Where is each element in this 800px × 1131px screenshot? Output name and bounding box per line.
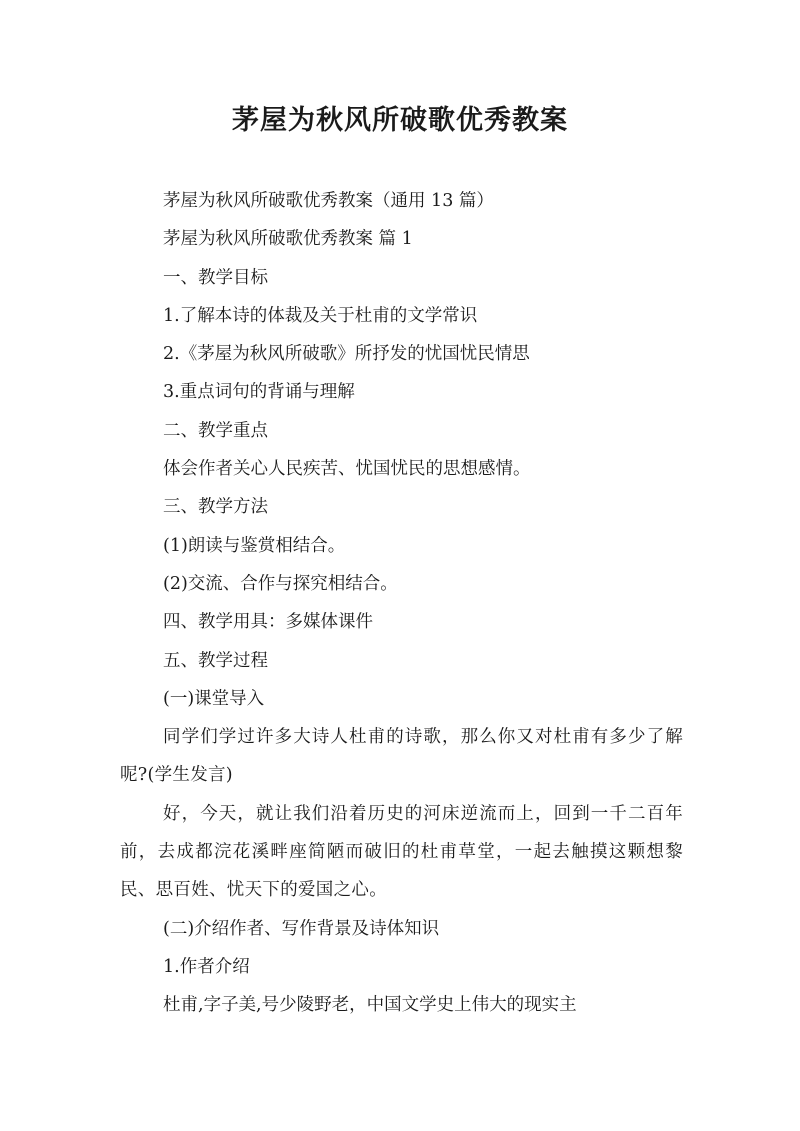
section-heading: 二、教学重点 (163, 420, 268, 441)
section-heading: 五、教学过程 (163, 650, 268, 671)
text-line: 体会作者关心人民疾苦、忧国忧民的思想感情。 (163, 459, 531, 480)
text-line: 茅屋为秋风所破歌优秀教案 篇 1 (163, 229, 413, 250)
subsection-heading: (一)课堂导入 (163, 688, 265, 709)
text-line: 3.重点词句的背诵与理解 (163, 382, 355, 403)
text-line: 1.作者介绍 (163, 956, 250, 977)
text-line: (2)交流、合作与探究相结合。 (163, 573, 398, 594)
text-line: 1.了解本诗的体裁及关于杜甫的文学常识 (163, 305, 478, 326)
section-heading: 四、教学用具：多媒体课件 (163, 612, 373, 633)
text-line: 2.《茅屋为秋风所破歌》所抒发的忧国忧民情思 (163, 344, 530, 365)
section-heading: 一、教学目标 (163, 267, 268, 288)
section-heading: 三、教学方法 (163, 497, 268, 518)
document-title: 茅屋为秋风所破歌优秀教案 (232, 105, 568, 136)
subsection-heading: (二)介绍作者、写作背景及诗体知识 (163, 918, 440, 939)
text-line: 茅屋为秋风所破歌优秀教案（通用 13 篇） (163, 191, 494, 211)
paragraph-author: 杜甫,字子美,号少陵野老，中国文学史上伟大的现实主 (163, 995, 577, 1016)
document-body (120, 182, 683, 1025)
paragraph-story: 好，今天，就让我们沿着历史的河床逆流而上，回到一千二百年前，去成都浣花溪畔座简陋而破旧的杜甫草堂，一起去触摸这颗想黎民、思百姓、忧天下的爱国之心。 (120, 803, 683, 901)
paragraph-intro: 同学们学过许多大诗人杜甫的诗歌，那么你又对杜甫有多少了解呢?(学生发言) (120, 727, 683, 786)
text-line: (1)朗读与鉴赏相结合。 (163, 535, 346, 556)
